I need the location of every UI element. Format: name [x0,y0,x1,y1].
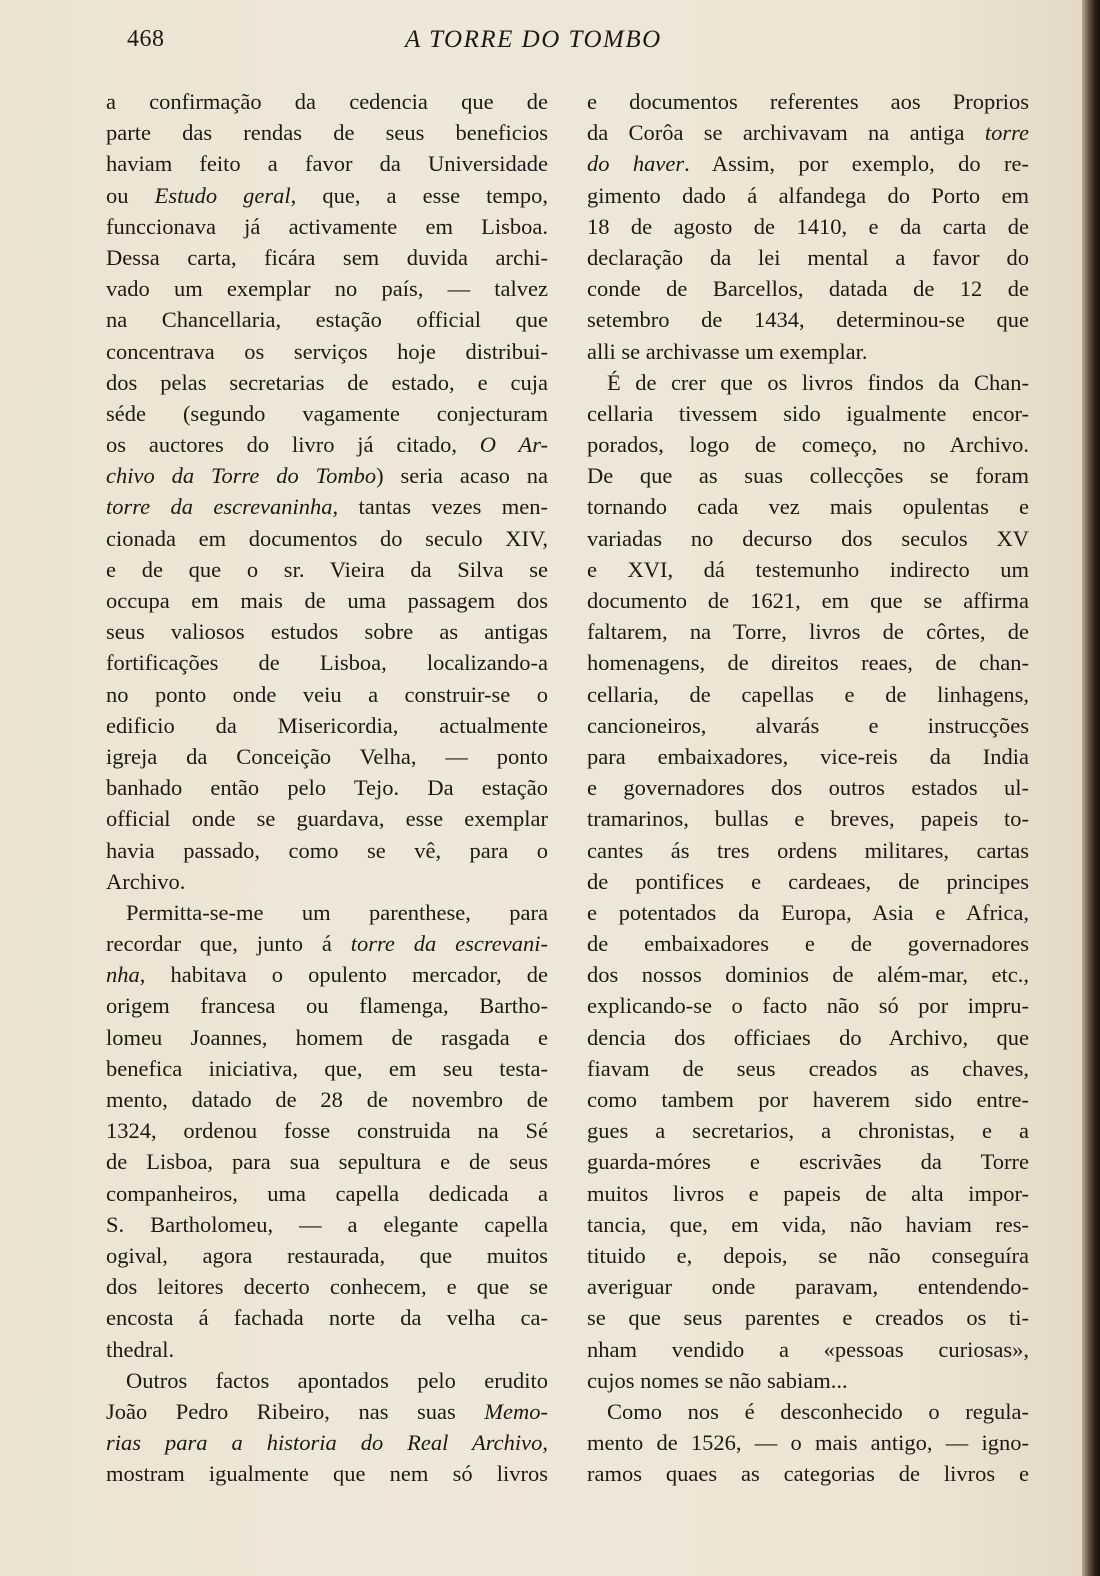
text-line: mento, datado de 28 de novembro de [106,1087,548,1112]
text-run: , que, a esse tempo, [290,182,549,208]
left-text-column [106,86,548,1489]
text-line: concentrava os serviços hoje distribui- [106,338,548,364]
text-line: 1324, ordenou fosse construida na Sé [106,1118,548,1144]
text-line: mento de 1526, — o mais antigo, — igno- [587,1430,1029,1456]
text-line [106,460,548,491]
text-line: variadas no decurso dos seculos XV [587,525,1029,551]
text-line: e documentos referentes aos Proprios [587,89,1029,114]
text-run: ou [106,182,155,208]
text-line: cancioneiros, alvarás e instrucções [587,712,1029,738]
text-line: muitos livros e papeis de alta impor- [587,1180,1029,1206]
text-line: averiguar onde paravam, entendendo- [587,1274,1029,1300]
italic-text: torre da escrevani- [350,931,548,957]
italic-text: Estudo geral [154,182,291,208]
page-header [105,22,1035,62]
text-line: edificio da Misericordia, actualmente [106,712,548,738]
text-line: guarda-móres e escrivães da Torre [587,1149,1029,1175]
text-line: documento de 1621, em que se affirma [587,588,1029,613]
text-line: dos pelas secretarias de estado, e cuja [106,369,548,395]
italic-text: torre [984,120,1029,146]
text-line: Permitta-se-me um parenthese, para [126,899,548,925]
text-line: ogival, agora restaurada, que muitos [106,1242,548,1268]
page-number: 468 [127,26,165,52]
text-line: de Lisboa, para sua sepultura e de seus [106,1149,548,1175]
text-line: séde (segundo vagamente conjecturam [106,400,548,426]
text-line [106,959,548,990]
text-line: É de crer que os livros findos da Chan- [607,369,1029,395]
text-line: ramos quaes as categorias de livros e [587,1461,1029,1487]
text-line [106,1396,548,1427]
text-line: igreja da Conceição Velha, — ponto [106,743,548,769]
text-line [587,117,1029,148]
text-run: , habitava o opulento mercador, de [139,962,548,988]
text-run: João Pedro Ribeiro, nas suas [106,1398,485,1424]
text-line: fiavam de seus creados as chaves, [587,1055,1029,1081]
text-run: recordar que, junto á [106,931,351,957]
text-line: S. Bartholomeu, — a elegante capella [106,1211,548,1237]
text-line: e governadores dos outros estados ul- [587,775,1029,801]
text-line: seus valiosos estudos sobre as antigas [106,619,548,645]
text-line: e XVI, dá testemunho indirecto um [587,556,1029,582]
text-line: Como nos é desconhecido o regula- [607,1398,1029,1424]
text-run: . Assim, por exemplo, do re- [684,151,1029,177]
text-line: 18 de agosto de 1410, e da carta de [587,213,1029,239]
text-line: cujos nomes se não sabiam... [587,1367,848,1393]
text-line: e de que o sr. Vieira da Silva se [106,556,548,582]
italic-text: O Ar- [479,432,548,458]
text-line: haviam feito a favor da Universidade [106,151,548,177]
text-line: alli se archivasse um exemplar. [587,338,868,364]
text-line: thedral. [106,1336,175,1362]
text-line: Outros factos apontados pelo erudito [126,1367,548,1393]
italic-text: Memo- [484,1398,548,1424]
text-line: origem francesa ou flamenga, Bartho- [106,993,548,1019]
italic-text: nha [106,962,140,988]
italic-text: torre da escrevaninha [106,494,333,520]
text-line: cantes ás tres ordens militares, cartas [587,837,1029,863]
text-line: Archivo. [106,868,186,894]
text-line: dencia dos officiaes do Archivo, que [587,1024,1029,1050]
text-line: dos nossos dominios de além-mar, etc., [587,962,1029,988]
text-line [106,928,548,959]
text-line: faltarem, na Torre, livros de côrtes, de [587,619,1029,645]
text-line [106,491,548,522]
text-line [106,1427,548,1458]
italic-text: do haver [587,151,685,177]
text-line: porados, logo de começo, no Archivo. [587,432,1029,458]
text-run: , tantas vezes men- [332,494,548,520]
right-text-column [587,86,1029,1489]
italic-text: rias para a historia do Real Archivo [106,1430,543,1456]
text-line [587,148,1029,179]
text-run: , [542,1430,548,1456]
text-line: tituido e, depois, se não conseguíra [587,1242,1029,1268]
text-line: cellaria, de capellas e de linhagens, [587,681,1029,707]
text-line: nham vendido a «pessoas curiosas», [587,1336,1029,1362]
text-line: gimento dado á alfandega do Porto em [587,182,1029,208]
text-line: Dessa carta, ficára sem duvida archi- [106,244,548,270]
text-line: fortificações de Lisboa, localizando-a [106,650,548,676]
text-line: se que seus parentes e creados os ti- [587,1305,1029,1331]
text-line: encosta á fachada norte da velha ca- [106,1305,548,1331]
text-line: companheiros, uma capella dedicada a [106,1180,548,1206]
text-line: lomeu Joannes, homem de rasgada e [106,1024,548,1050]
text-line: benefica iniciativa, que, em seu testa- [106,1055,548,1081]
text-line: vado um exemplar no país, — talvez [106,276,548,302]
text-line: tornando cada vez mais opulentas e [587,494,1029,520]
text-run: da Corôa se archivavam na antiga [587,120,985,146]
text-line: para embaixadores, vice-reis da India [587,743,1029,769]
running-title: A TORRE DO TOMBO [405,26,662,53]
text-line: havia passado, como se vê, para o [106,837,548,863]
text-line: tancia, que, em vida, não haviam res- [587,1211,1029,1237]
text-line [106,429,548,460]
text-line: de embaixadores e de governadores [587,931,1029,957]
text-line: setembro de 1434, determinou-se que [587,307,1029,333]
text-line: cellaria tivessem sido igualmente encor- [587,400,1029,426]
text-line: explicando-se o facto não só por impru- [587,993,1029,1019]
text-run: ) seria acaso na [376,463,548,489]
text-line: mostram igualmente que nem só livros [106,1461,548,1487]
text-line: conde de Barcellos, datada de 12 de [587,276,1029,302]
text-line: e potentados da Europa, Asia e Africa, [587,899,1029,925]
text-run: os auctores do livro já citado, [106,432,480,458]
text-line: tramarinos, bullas e breves, papeis to- [587,806,1029,832]
text-line: parte das rendas de seus beneficios [106,120,548,146]
text-line: homenagens, de direitos reaes, de chan- [587,650,1029,676]
text-line: occupa em mais de uma passagem dos [106,588,548,613]
text-line: como tambem por haverem sido entre- [587,1087,1029,1112]
page-edge-shadow [1082,0,1100,1576]
text-line [106,180,548,211]
text-line: official onde se guardava, esse exemplar [106,806,548,832]
text-line: declaração da lei mental a favor do [587,244,1029,270]
text-line: dos leitores decerto conhecem, e que se [106,1274,548,1300]
text-line: no ponto onde veiu a construir-se o [106,681,548,707]
text-line: funccionava já activamente em Lisboa. [106,213,548,239]
text-line: de pontifices e cardeaes, de principes [587,868,1029,894]
text-line: a confirmação da cedencia que de [106,89,548,114]
text-line: gues a secretarios, a chronistas, e a [587,1118,1029,1144]
italic-text: chivo da Torre do Tombo [106,463,377,489]
text-line: na Chancellaria, estação official que [106,307,548,333]
text-line: De que as suas collecções se foram [587,463,1029,489]
text-line: cionada em documentos do seculo XIV, [106,525,548,551]
text-line: banhado então pelo Tejo. Da estação [106,775,548,801]
